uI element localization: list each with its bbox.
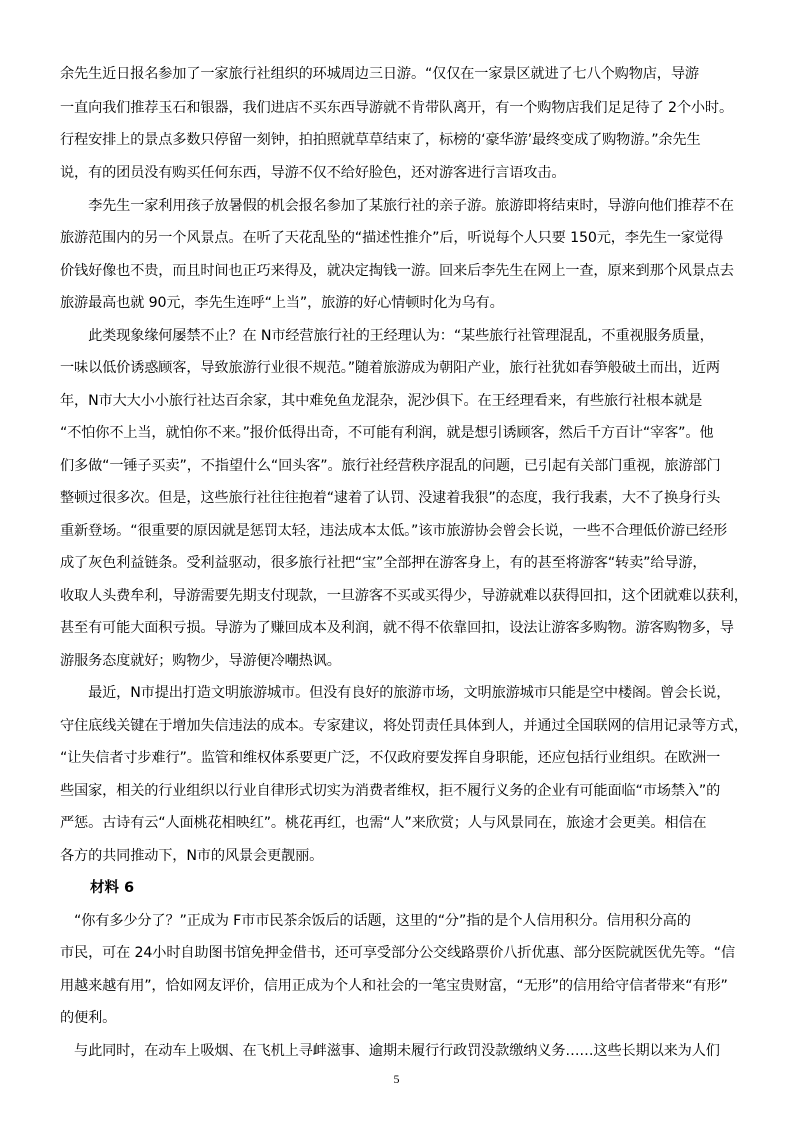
text-line: 年，N市大大小小旅行社达百余家，其中难免鱼龙混杂，泥沙俱下。在王经理看来，有些旅行社根本就是 xyxy=(60,393,703,409)
text-line: 旅游最高也就 90元，李先生连呼“上当”，旅游的好心情顿时化为乌有。 xyxy=(60,295,504,311)
text-line: 与此同时，在动车上吸烟、在飞机上寻衅滋事、逾期未履行行政罚没款缴纳义务……这些长期以来为人们 xyxy=(60,1043,720,1059)
text-line: “让失信者寸步难行”。监管和维权体系要更广泛，不仅政府要发挥自身职能，还应包括行业组织。在欧洲一 xyxy=(60,750,721,766)
text-line: 整顿过很多次。但是，这些旅行社往往抱着“逮着了认罚、没逮着我狠”的态度，我行我素，大不了换身行头 xyxy=(60,490,721,506)
text-line: “你有多少分了？”正成为 F市市民茶余饭后的话题，这里的“分”指的是个人信用积分。信用积分高的 xyxy=(60,913,691,929)
text-line: 重新登场。“很重要的原因就是惩罚太轻，违法成本太低。”该市旅游协会曾会长说，一些不合理低价游已经形 xyxy=(60,523,728,539)
text-line: 游服务态度就好；购物少，导游便冷嘲热讽。 xyxy=(60,653,341,669)
text-line: 甚至有可能大面积亏损。导游为了赚回成本及利润，就不得不依靠回扣，设法让游客多购物。游客购物多，导 xyxy=(60,620,734,636)
text-line: 严惩。古诗有云“人面桃花相映红”。桃花再红，也需“人”来欣赏；人与风景同在，旅途才会更美。相信在 xyxy=(60,815,707,831)
text-line: 余先生近日报名参加了一家旅行社组织的环城周边三日游。“仅仅在一家景区就进了七八个购物店，导游 xyxy=(60,66,699,82)
text-line: 说，有的团员没有购买任何东西，导游不仅不给好脸色，还对游客进行言语攻击。 xyxy=(60,165,566,181)
text-line: 一直向我们推荐玉石和银器，我们进店不买东西导游就不肯带队离开，有一个购物店我们足足待了 2个小时。 xyxy=(60,100,734,116)
text-line: 的便利。 xyxy=(60,1010,117,1026)
text-line: 此类现象缘何屡禁不止？在 N市经营旅行社的王经理认为：“某些旅行社管理混乱，不重视服务质量， xyxy=(60,328,714,344)
text-line: 们多做“一锤子买卖”，不指望什么“回头客”。旅行社经营秩序混乱的问题，已引起有关部门重视，旅游部门 xyxy=(60,458,721,474)
text-line: 最近，N市提出打造文明旅游城市。但没有良好的旅游市场，文明旅游城市只能是空中楼阁。曾会长说， xyxy=(60,685,731,701)
text-line: 些国家，相关的行业组织以行业自律形式切实为消费者维权，拒不履行义务的企业有可能面临“市场禁入”的 xyxy=(60,783,721,799)
page-number: 5 xyxy=(393,1072,400,1086)
text-line: 守住底线关键在于增加失信违法的成本。专家建议，将处罚责任具体到人，并通过全国联网的信用记录等方式， xyxy=(60,718,748,734)
text-line: 李先生一家利用孩子放暑假的机会报名参加了某旅行社的亲子游。旅游即将结束时，导游向他们推荐不在 xyxy=(60,198,734,214)
section-heading: 材料 6 xyxy=(90,880,135,896)
text-line: 用越来越有用”，恰如网友评价，信用正成为个人和社会的一笔宝贵财富，“无形”的信用给守信者带来“有形” xyxy=(60,978,728,994)
text-line: 市民，可在 24小时自助图书馆免押金借书，还可享受部分公交线路票价八折优惠、部分医院就医优先等。“信 xyxy=(60,945,736,961)
text-line: 旅游范围内的另一个风景点。在听了天花乱坠的“描述性推介”后，听说每个人只要 150元，李先生一家觉得 xyxy=(60,230,724,246)
text-line: 一味以低价诱惑顾客，导致旅游行业很不规范。”随着旅游成为朝阳产业，旅行社犹如春笋般破土而出，近两 xyxy=(60,360,720,376)
text-line: 价钱好像也不贵，而且时间也正巧来得及，就决定掏钱一游。回来后李先生在网上一查，原来到那个风景点去 xyxy=(60,263,734,279)
text-line: 收取人头费牟利，导游需要先期支付现款，一旦游客不买或买得少，导游就难以获得回扣，这个团就难以获利， xyxy=(60,588,748,604)
text-line: 各方的共同推动下，N市的风景会更靓丽。 xyxy=(60,848,324,864)
text-line: 行程安排上的景点多数只停留一刻钟，拍拍照就草草结束了，标榜的‘豪华游’最终变成了购物游。”余先生 xyxy=(60,132,701,148)
text-line: 成了灰色利益链条。受利益驱动，很多旅行社把“宝”全部押在游客身上，有的甚至将游客“转卖”给导游， xyxy=(60,555,707,571)
text-line: “不怕你不上当，就怕你不来。”报价低得出奇，不可能有利润，就是想引诱顾客，然后千方百计“宰客”。他 xyxy=(60,425,714,441)
